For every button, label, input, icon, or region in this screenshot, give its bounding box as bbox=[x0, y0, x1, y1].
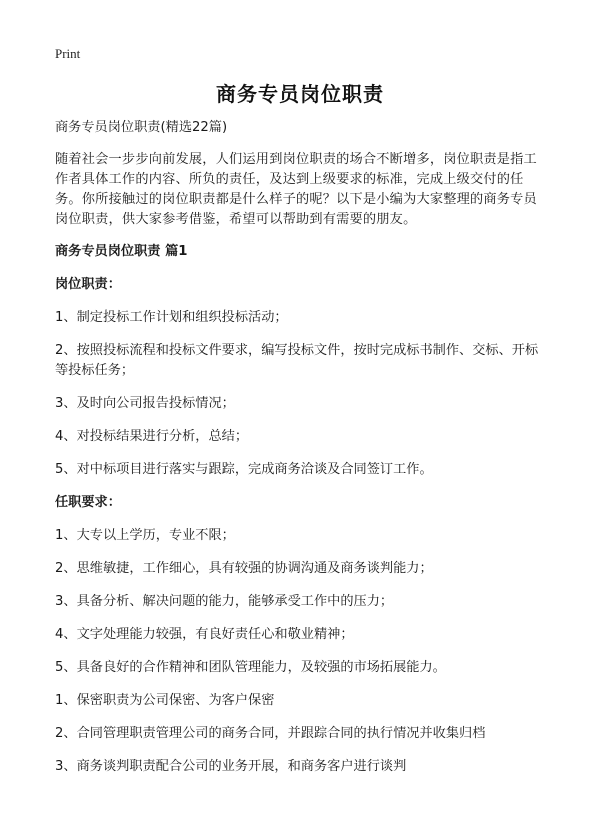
duty-item: 4、对投标结果进行分析，总结； bbox=[55, 429, 249, 444]
duty-item: 3、及时向公司报告投标情况； bbox=[55, 396, 235, 411]
intro-paragraph: 随着社会一步步向前发展，人们运用到岗位职责的场合不断增多，岗位职责是指工作者具体工作的内容、所负的责任，及达到上级要求的标准，完成上级交付的任务。你所接触过的岗位职责都是什么样子的呢？以下是小编为大家整理的商务专员岗位职责，供大家参考借鉴，希望可以帮助到有需要的朋友。 bbox=[55, 152, 537, 227]
document-title: 商务专员岗位职责 bbox=[216, 82, 384, 106]
requirement-item: 5、具备良好的合作精神和团队管理能力，及较强的市场拓展能力。 bbox=[55, 660, 446, 675]
requirements-heading: 任职要求： bbox=[55, 495, 121, 510]
requirement-item: 1、大专以上学历，专业不限； bbox=[55, 528, 235, 543]
duties-heading: 岗位职责： bbox=[55, 277, 121, 292]
print-link[interactable]: Print bbox=[55, 46, 81, 61]
extra-duty-item: 1、保密职责为公司保密、为客户保密 bbox=[55, 693, 275, 708]
requirement-item: 4、文字处理能力较强，有良好责任心和敬业精神； bbox=[55, 627, 354, 642]
requirement-item: 3、具备分析、解决问题的能力，能够承受工作中的压力； bbox=[55, 594, 394, 609]
document-body bbox=[55, 118, 547, 790]
duty-item: 5、对中标项目进行落实与跟踪，完成商务洽谈及合同签订工作。 bbox=[55, 462, 433, 477]
requirement-item: 2、思维敏捷，工作细心，具有较强的协调沟通及商务谈判能力； bbox=[55, 561, 433, 576]
duty-item: 1、制定投标工作计划和组织投标活动； bbox=[55, 310, 288, 325]
extra-duty-item: 2、合同管理职责管理公司的商务合同，并跟踪合同的执行情况并收集归档 bbox=[55, 726, 486, 741]
section-title: 商务专员岗位职责 篇1 bbox=[55, 244, 188, 259]
extra-duty-item: 3、商务谈判职责配合公司的业务开展，和商务客户进行谈判 bbox=[55, 759, 407, 774]
document-subtitle: 商务专员岗位职责(精选22篇) bbox=[55, 120, 228, 135]
duty-item: 2、按照投标流程和投标文件要求，编写投标文件，按时完成标书制作、交标、开标等投标任务； bbox=[55, 343, 539, 378]
